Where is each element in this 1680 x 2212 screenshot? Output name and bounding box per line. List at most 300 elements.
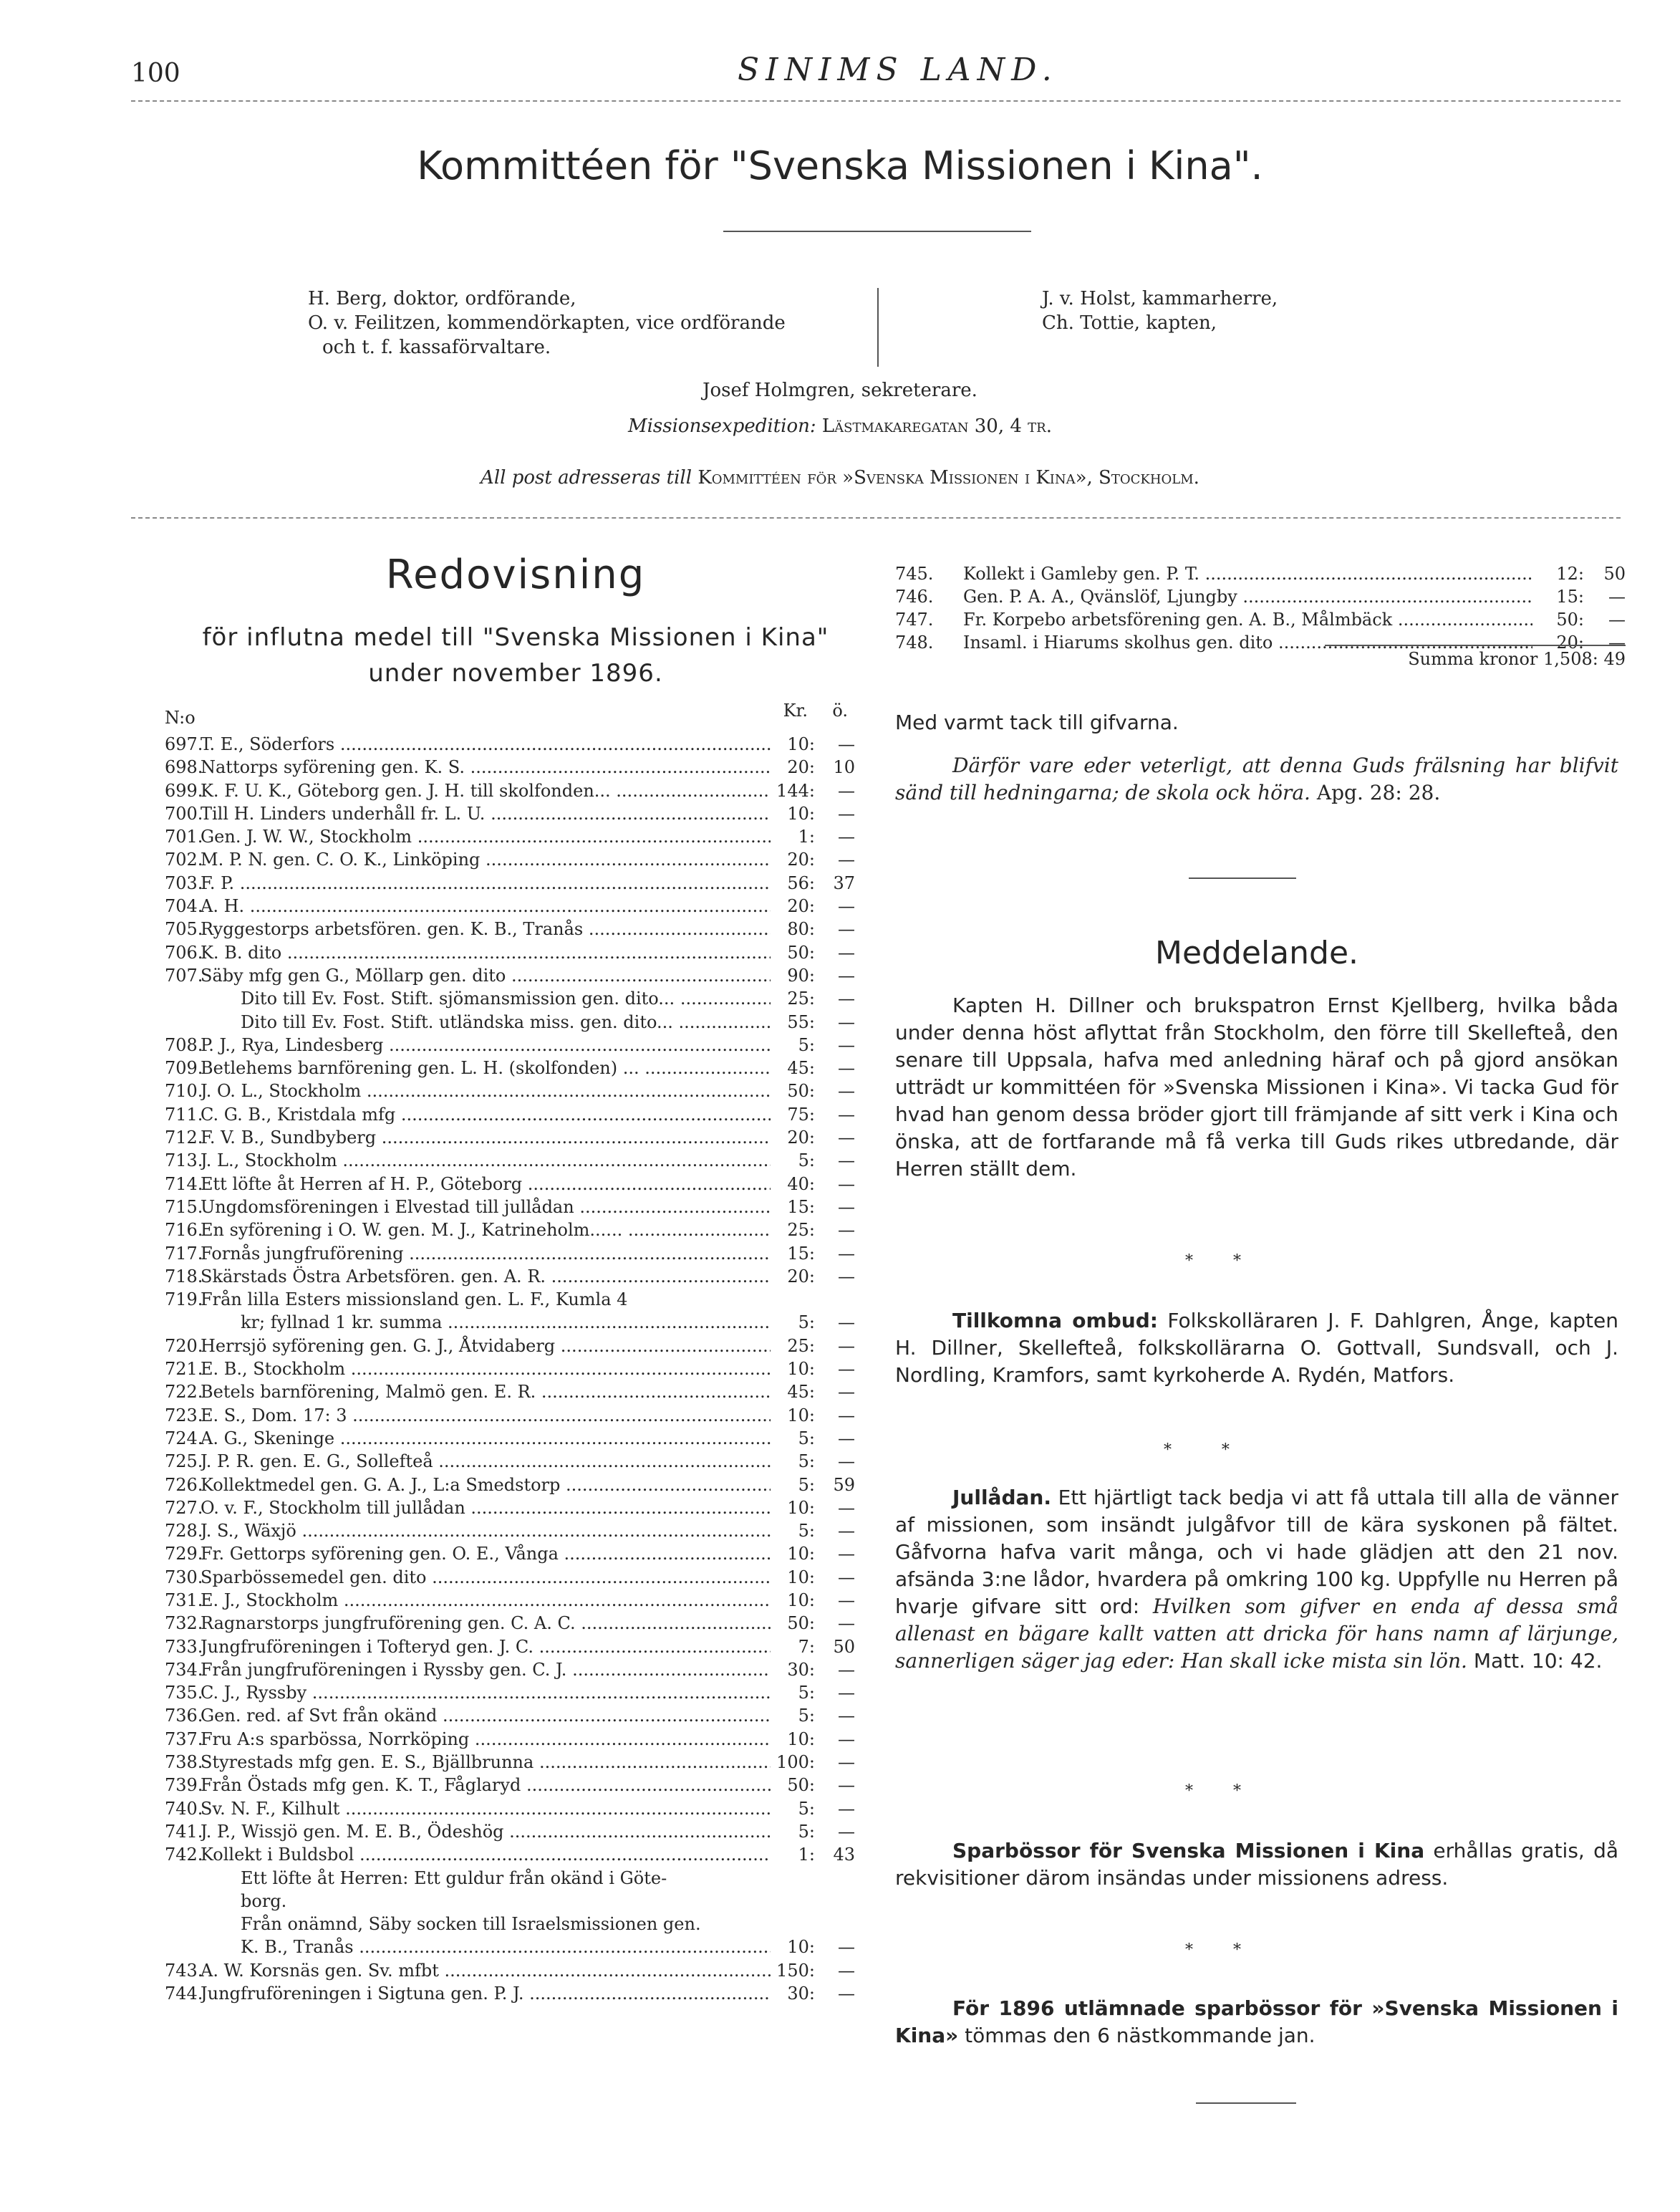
entry-kronor: 7: (798, 1636, 815, 1657)
table-row (165, 1704, 858, 1727)
expedition-label: Missionsexpedition: (627, 415, 816, 437)
entry-kronor: 90: (787, 965, 815, 986)
entry-description: O. v. F., Stockholm till jullådan ..... (201, 1496, 771, 1519)
entry-ore: — (838, 1567, 855, 1587)
entry-number: 708. (165, 1034, 203, 1055)
table-row (165, 1913, 858, 1936)
entry-description: Ragnarstorps jungfruförening gen. C. A. C. ..... (201, 1612, 771, 1635)
post-line (0, 467, 1680, 489)
entry-description: Sparbössemedel gen. dito ..... (201, 1566, 771, 1589)
entry-ore: — (838, 1613, 855, 1634)
entry-ore: — (838, 1173, 855, 1194)
entry-ore: — (838, 1104, 855, 1125)
entry-number: 715. (165, 1196, 203, 1217)
entry-number: 721. (165, 1359, 203, 1380)
entry-number: 740. (165, 1798, 203, 1819)
entry-description: J. L., Stockholm ..... (201, 1149, 771, 1172)
entry-number: 732. (165, 1613, 203, 1634)
entry-ore: — (838, 1428, 855, 1448)
entry-ore: — (838, 1983, 855, 2004)
entry-kronor: 144: (776, 780, 815, 801)
table-row (165, 1311, 858, 1334)
entry-ore: — (838, 1683, 855, 1703)
verse: Därför vare eder veterligt, att denna Guds frälsning har blifvit sänd till hedningarna; de skola ock höra. (895, 754, 1618, 804)
entry-kronor: 20: (787, 1127, 815, 1148)
entry-description: C. J., Ryssby ..... (201, 1681, 771, 1704)
entry-number: 725. (165, 1451, 203, 1472)
expedition-address: Lästmakaregatan 30, 4 tr. (821, 415, 1053, 437)
entry-number: 697. (165, 734, 203, 754)
entry-kronor: 5: (798, 1428, 815, 1448)
table-row (165, 1820, 858, 1843)
entry-ore: — (838, 1127, 855, 1148)
committee-member: Ch. Tottie, kapten, (1042, 312, 1217, 334)
entry-description: Fr. Gettorps syförening gen. O. E., Vånga ..... (201, 1542, 771, 1565)
p3-text: Ett hjärtligt tack bedja vi att få uttala till alla de vänner af missionen, som insändt julgåfvor till de kära syskonen på fältet. Gåfvorna hafva varit många, och vi hade glädjen att den 21 nov. afsända 3:ne lådor, hvardera på omkring 100 kg. Uppfylle nu Herren på hvarje gifvare sitt ord: (895, 1486, 1618, 1618)
entry-kronor (771, 1913, 815, 1936)
section-rule (131, 517, 1621, 524)
asterism: * * (1185, 1941, 1241, 1959)
entry-description: Från onämnd, Säby socken till Israelsmissionen gen. (241, 1914, 701, 1935)
entry-number: 701. (165, 827, 203, 847)
entry-kronor: 10: (787, 1359, 815, 1380)
entry-description: Dito till Ev. Fost. Stift. utländska miss. gen. dito... ..... (201, 1011, 771, 1034)
table-row (165, 1404, 858, 1427)
entry-description: Från jungfruföreningen i Ryssby gen. C. J. ..... (201, 1658, 771, 1681)
entry-kronor (771, 1867, 815, 1890)
entry-number: 707. (165, 965, 203, 986)
table-row (165, 802, 858, 825)
donation-list-right (895, 562, 1626, 654)
verse-ref: Apg. 28: 28. (1316, 781, 1441, 804)
entry-number: 743. (165, 1960, 203, 1981)
entry-kronor: 10: (787, 1405, 815, 1425)
entry-description: Jungfruföreningen i Sigtuna gen. P. J. ..... (201, 1982, 771, 2005)
entry-description: Ett löfte åt Herren: Ett guldur från okänd i Göte- (241, 1867, 667, 1888)
entry-description: Säby mfg gen G., Möllarp gen. dito ..... (201, 964, 771, 987)
entry-number (165, 1936, 201, 1958)
p2-label: Tillkomna ombud: (952, 1309, 1158, 1332)
entry-kronor: 5: (798, 1521, 815, 1542)
entry-description: A. H. ..... (201, 895, 771, 918)
entry-ore: — (838, 1659, 855, 1680)
table-row (165, 1380, 858, 1403)
entry-kronor: 1: (798, 1845, 815, 1865)
entry-description: Betels barnförening, Malmö gen. E. R. ..... (201, 1380, 771, 1403)
entry-number (165, 1867, 201, 1890)
entry-kronor: 50: (1556, 610, 1584, 630)
entry-ore: — (1608, 610, 1626, 630)
entry-number: 736. (165, 1706, 203, 1726)
entry-ore: — (838, 1196, 855, 1217)
entry-ore: — (838, 1706, 855, 1726)
entry-kronor: 56: (787, 872, 815, 893)
committee-member: och t. f. kassaförvaltare. (322, 337, 551, 358)
entry-description: Jungfruföreningen i Tofteryd gen. J. C. ..... (201, 1635, 771, 1658)
entry-number: 738. (165, 1752, 203, 1773)
entry-description: K. B. dito ..... (201, 941, 771, 964)
entry-number: 724. (165, 1428, 203, 1448)
entry-description: Insaml. i Hiarums skolhus gen. dito ..... (963, 631, 1532, 654)
entry-kronor: 20: (787, 1266, 815, 1287)
entry-description: Ungdomsföreningen i Elvestad till jullådan ..... (201, 1196, 771, 1218)
entry-description: Styrestads mfg gen. E. S., Bjällbrunna ..... (201, 1751, 771, 1774)
entry-description: Skärstads Östra Arbetsfören. gen. A. R. ..... (201, 1265, 771, 1288)
committee-right (1042, 287, 1278, 335)
entry-number: 705. (165, 919, 203, 940)
table-row (165, 1542, 858, 1565)
table-row (165, 1149, 858, 1172)
entry-description: J. O. L., Stockholm ..... (201, 1079, 771, 1102)
entry-description: Gen. J. W. W., Stockholm ..... (201, 825, 771, 848)
entry-ore: — (838, 1382, 855, 1403)
entry-kronor: 10: (787, 1567, 815, 1587)
entry-number: 711. (165, 1104, 203, 1125)
entry-description: E. J., Stockholm ..... (201, 1589, 771, 1612)
entry-kronor: 15: (787, 1196, 815, 1217)
entry-kronor: 5: (798, 1312, 815, 1333)
entry-description: T. E., Söderfors ..... (201, 733, 771, 756)
asterism: * * (1185, 1252, 1241, 1270)
entry-ore: — (838, 1960, 855, 1981)
table-row (165, 1103, 858, 1126)
entry-description: M. P. N. gen. C. O. K., Linköping ..... (201, 848, 771, 871)
entry-number: 735. (165, 1683, 203, 1703)
entry-number: 745. (895, 564, 934, 584)
table-row (165, 1265, 858, 1288)
total-sum: Summa kronor 1,508: 49 (1325, 645, 1626, 669)
entry-ore: — (838, 1590, 855, 1610)
entry-ore: — (838, 965, 855, 986)
entry-kronor: 10: (787, 1937, 815, 1958)
entry-description: Kollektmedel gen. G. A. J., L:a Smedstorp ..... (201, 1473, 771, 1496)
entry-kronor: 45: (787, 1382, 815, 1403)
entry-number: 699. (165, 780, 203, 801)
entry-ore: 59 (833, 1474, 855, 1495)
entry-description: E. S., Dom. 17: 3 ..... (201, 1404, 771, 1427)
table-row (165, 1635, 858, 1658)
p2-text: Folkskolläraren J. F. Dahlgren, Ånge, kapten H. Dillner, Skellefteå, folkskollärarna O. Gottvall, Sundsvall, och J. Nordling, Kramfors, samt kyrkoherde A. Rydén, Matfors. (895, 1309, 1618, 1387)
entry-kronor: 5: (798, 1798, 815, 1819)
entry-kronor: 50: (787, 942, 815, 963)
entry-ore: 37 (833, 872, 855, 893)
table-row (165, 1335, 858, 1357)
announcement-p2 (895, 1307, 1618, 1389)
entry-ore: — (838, 1798, 855, 1819)
entry-kronor: 25: (787, 989, 815, 1009)
entry-number: 729. (165, 1544, 203, 1564)
table-row (165, 1196, 858, 1218)
entry-number: 730. (165, 1567, 203, 1587)
entry-kronor: 80: (787, 919, 815, 940)
entry-ore: — (838, 1497, 855, 1518)
table-row (165, 1242, 858, 1265)
entry-number: 704. (165, 896, 203, 917)
entry-kronor: 30: (787, 1983, 815, 2004)
table-row (165, 1473, 858, 1496)
entry-ore: — (838, 989, 855, 1009)
entry-ore: — (838, 1521, 855, 1542)
entry-description: borg. (241, 1890, 287, 1911)
entry-ore: — (838, 1335, 855, 1356)
table-row (165, 756, 858, 779)
entry-ore: — (838, 1243, 855, 1264)
entry-ore: — (838, 1752, 855, 1773)
report-period: under november 1896. (368, 659, 663, 688)
entry-number: 733. (165, 1636, 203, 1657)
table-row (165, 1450, 858, 1473)
announcement-title: Meddelande. (1154, 935, 1359, 971)
entry-description: P. J., Rya, Lindesberg ..... (201, 1034, 771, 1057)
entry-ore: — (838, 1011, 855, 1032)
entry-number: 744. (165, 1983, 203, 2004)
entry-description: J. P., Wissjö gen. M. E. B., Ödeshög ..... (201, 1820, 771, 1843)
entry-number: 703. (165, 872, 203, 893)
table-row (165, 848, 858, 871)
donation-list (165, 733, 858, 2005)
col-ore: ö. (832, 701, 848, 721)
entry-kronor: 55: (787, 1011, 815, 1032)
entry-ore: 50 (833, 1636, 855, 1657)
entry-description: Kollekt i Gamleby gen. P. T. ..... (963, 562, 1532, 585)
entry-number: 731. (165, 1590, 203, 1610)
entry-ore: — (838, 919, 855, 940)
table-row (165, 872, 858, 895)
table-row (895, 585, 1626, 608)
entry-ore: — (838, 1821, 855, 1842)
p3-quote: Hvilken som gifver en enda af dessa små allenast en bägare kallt vatten att dricka för hans namn af lärjunge, sannerligen säger jag eder: Han skall icke mista sin lön. (895, 1595, 1619, 1673)
table-row (165, 1589, 858, 1612)
asterism: * * (1164, 1441, 1230, 1459)
entry-kronor: 10: (787, 1728, 815, 1749)
report-title: Redovisning (385, 552, 646, 598)
col-no: N:o (165, 708, 195, 728)
entry-kronor: 75: (787, 1104, 815, 1125)
entry-number: 722. (165, 1382, 203, 1403)
entry-number: 723. (165, 1405, 203, 1425)
entry-description: Ett löfte åt Herren af H. P., Göteborg ..... (201, 1173, 771, 1196)
table-row (165, 825, 858, 848)
entry-ore: — (838, 896, 855, 917)
entry-description: Nattorps syförening gen. K. S. ..... (201, 756, 771, 779)
announcement-p1: Kapten H. Dillner och brukspatron Ernst Kjellberg, hvilka båda under denna höst aflyttat från Stockholm, den förre till Skellefteå, den senare till Uppsala, hafva med anledning häraf och på gjord ansökan utträdt ur kommittéen för »Svenska Missionen i Kina». Vi tacka Gud för hvad han genom dessa bröder gjort till främjande af sitt verk i Kina och önska, att de fortfarande må få verka till Guds rikes utbredande, där Herren ställt dem. (895, 994, 1618, 1180)
table-row (165, 1288, 858, 1311)
table-row (165, 1751, 858, 1774)
entry-kronor: 5: (798, 1821, 815, 1842)
entry-kronor: 50: (787, 1081, 815, 1102)
entry-number: 726. (165, 1474, 203, 1495)
entry-ore: — (838, 1266, 855, 1287)
entry-kronor: 150: (776, 1960, 815, 1981)
entry-kronor: 10: (787, 1590, 815, 1610)
table-row (165, 1057, 858, 1079)
entry-description: Betlehems barnförening gen. L. H. (skolfonden) ... ..... (201, 1057, 771, 1079)
entry-number: 702. (165, 850, 203, 870)
table-row (895, 608, 1626, 631)
entry-number: 706. (165, 942, 203, 963)
entry-ore: — (838, 1728, 855, 1749)
entry-kronor: 5: (798, 1451, 815, 1472)
table-row (165, 1728, 858, 1751)
table-row (165, 895, 858, 918)
entry-description: Från Östads mfg gen. K. T., Fåglaryd ..... (201, 1774, 771, 1797)
entry-kronor (771, 1890, 815, 1913)
entry-ore: — (838, 803, 855, 824)
announcement-p3 (895, 1484, 1618, 1675)
entry-number: 698. (165, 757, 203, 778)
entry-ore: 10 (833, 757, 855, 778)
entry-number: 727. (165, 1497, 203, 1518)
entry-ore: — (1608, 633, 1626, 653)
entry-number: 709. (165, 1058, 203, 1079)
entry-ore: — (838, 942, 855, 963)
entry-kronor: 5: (798, 1150, 815, 1171)
p5-label: För 1896 utlämnade sparbössor för »Svenska Missionen i Kina» (895, 1996, 1618, 2047)
table-row (165, 1867, 858, 1890)
report-subtitle: för influtna medel till "Svenska Missionen i Kina" (202, 623, 829, 652)
entry-number: 712. (165, 1127, 203, 1148)
entry-ore: — (838, 1359, 855, 1380)
short-rule (1189, 877, 1296, 879)
table-row (165, 1427, 858, 1450)
table-row (165, 779, 858, 802)
table-row (165, 918, 858, 941)
table-row (165, 1959, 858, 1982)
entry-number: 742. (165, 1845, 203, 1865)
entry-kronor (771, 1288, 815, 1311)
title-rule (723, 231, 1031, 232)
entry-description: F. V. B., Sundbyberg ..... (201, 1126, 771, 1149)
table-row (165, 964, 858, 987)
entry-description: Till H. Linders underhåll fr. L. U. ..... (201, 802, 771, 825)
entry-ore: — (838, 1775, 855, 1796)
table-row (165, 1496, 858, 1519)
entry-ore (815, 1288, 858, 1311)
entry-kronor: 5: (798, 1474, 815, 1495)
entry-description: Gen. red. af Svt från okänd ..... (201, 1704, 771, 1727)
entry-ore: 43 (833, 1845, 855, 1865)
entry-kronor: 5: (798, 1683, 815, 1703)
entry-kronor: 10: (787, 1544, 815, 1564)
entry-number: 748. (895, 633, 934, 653)
entry-description: Sv. N. F., Kilhult ..... (201, 1797, 771, 1820)
entry-number (165, 987, 201, 1010)
entry-ore: — (838, 1312, 855, 1333)
entry-ore (815, 1913, 858, 1936)
table-row (165, 1843, 858, 1866)
entry-ore (815, 1890, 858, 1913)
page-number: 100 (131, 59, 180, 88)
entry-description: C. G. B., Kristdala mfg ..... (201, 1103, 771, 1126)
entry-number (165, 1890, 201, 1913)
entry-description: Fornås jungfruförening ..... (201, 1242, 771, 1265)
entry-ore: — (838, 1081, 855, 1102)
entry-kronor: 40: (787, 1173, 815, 1194)
entry-description: A. W. Korsnäs gen. Sv. mfbt ..... (201, 1959, 771, 1982)
entry-description: Dito till Ev. Fost. Stift. sjömansmission gen. dito... ..... (201, 987, 771, 1010)
entry-number (165, 1011, 201, 1034)
entry-ore: — (838, 850, 855, 870)
entry-kronor: 100: (776, 1752, 815, 1773)
committee-member: H. Berg, doktor, ordförande, (308, 288, 576, 309)
header-rule (131, 100, 1621, 107)
entry-description: J. P. R. gen. E. G., Sollefteå ..... (201, 1450, 771, 1473)
table-row (165, 1173, 858, 1196)
table-row (165, 1126, 858, 1149)
entry-description: Fr. Korpebo arbetsförening gen. A. B., Målmbäck ..... (963, 608, 1532, 631)
table-row (165, 1658, 858, 1681)
entry-number: 718. (165, 1266, 203, 1287)
entry-ore: — (838, 1150, 855, 1171)
table-row (165, 1519, 858, 1542)
entry-number: 720. (165, 1335, 203, 1356)
entry-description: A. G., Skeninge ..... (201, 1427, 771, 1450)
table-row (165, 1566, 858, 1589)
entry-number: 741. (165, 1821, 203, 1842)
committee-member: O. v. Feilitzen, kommendörkapten, vice ordförande (308, 312, 786, 334)
table-row (165, 733, 858, 756)
entry-description: En syförening i O. W. gen. M. J., Katrineholm...... ..... (201, 1218, 771, 1241)
entry-ore: — (838, 734, 855, 754)
entry-number (165, 1311, 201, 1334)
entry-number: 746. (895, 587, 934, 607)
p3-label: Jullådan. (952, 1486, 1051, 1509)
p4-label: Sparbössor för Svenska Missionen i Kina (952, 1839, 1425, 1862)
table-row (165, 1890, 858, 1913)
page-title: Kommittéen för "Svenska Missionen i Kina". (417, 143, 1263, 188)
entry-description: E. B., Stockholm ..... (201, 1357, 771, 1380)
entry-kronor: 20: (787, 757, 815, 778)
entry-description: Herrsjö syförening gen. G. J., Åtvidaberg ..... (201, 1335, 771, 1357)
entry-ore: — (838, 1058, 855, 1079)
entry-description: F. P. ..... (201, 872, 771, 895)
entry-description: kr; fyllnad 1 kr. summa ..... (201, 1311, 771, 1334)
brace (877, 288, 879, 367)
entry-kronor: 25: (787, 1335, 815, 1356)
table-row (165, 1612, 858, 1635)
entry-kronor: 10: (787, 734, 815, 754)
expedition-line (0, 415, 1680, 437)
entry-description: Från lilla Esters missionsland gen. L. F., Kumla 4 (201, 1289, 628, 1310)
entry-number: 716. (165, 1220, 203, 1241)
announcement-p4 (895, 1837, 1618, 1892)
entry-kronor: 10: (787, 1497, 815, 1518)
entry-description: K. B., Tranås ..... (201, 1936, 771, 1958)
entry-description: Fru A:s sparbössa, Norrköping ..... (201, 1728, 771, 1751)
entry-number (165, 1913, 201, 1936)
entry-ore: — (838, 1405, 855, 1425)
p4-text: erhållas gratis, då rekvisitioner därom insändas under missionens adress. (895, 1839, 1619, 1890)
table-row (165, 1982, 858, 2005)
entry-ore: 50 (1603, 564, 1626, 584)
entry-kronor: 50: (787, 1613, 815, 1634)
entry-kronor: 12: (1556, 564, 1584, 584)
post-label: All post adresseras till (481, 467, 692, 489)
entry-kronor: 20: (787, 896, 815, 917)
table-row (165, 1218, 858, 1241)
entry-kronor: 30: (787, 1659, 815, 1680)
table-row (165, 1034, 858, 1057)
entry-kronor: 20: (787, 850, 815, 870)
verse-block (895, 752, 1618, 807)
entry-description: Ryggestorps arbetsfören. gen. K. B., Tranås ..... (201, 918, 771, 941)
table-row (165, 1797, 858, 1820)
entry-kronor: 5: (798, 1034, 815, 1055)
col-kr: Kr. (783, 701, 808, 721)
end-rule (1196, 2102, 1296, 2104)
entry-number: 739. (165, 1775, 203, 1796)
table-row (165, 1011, 858, 1034)
